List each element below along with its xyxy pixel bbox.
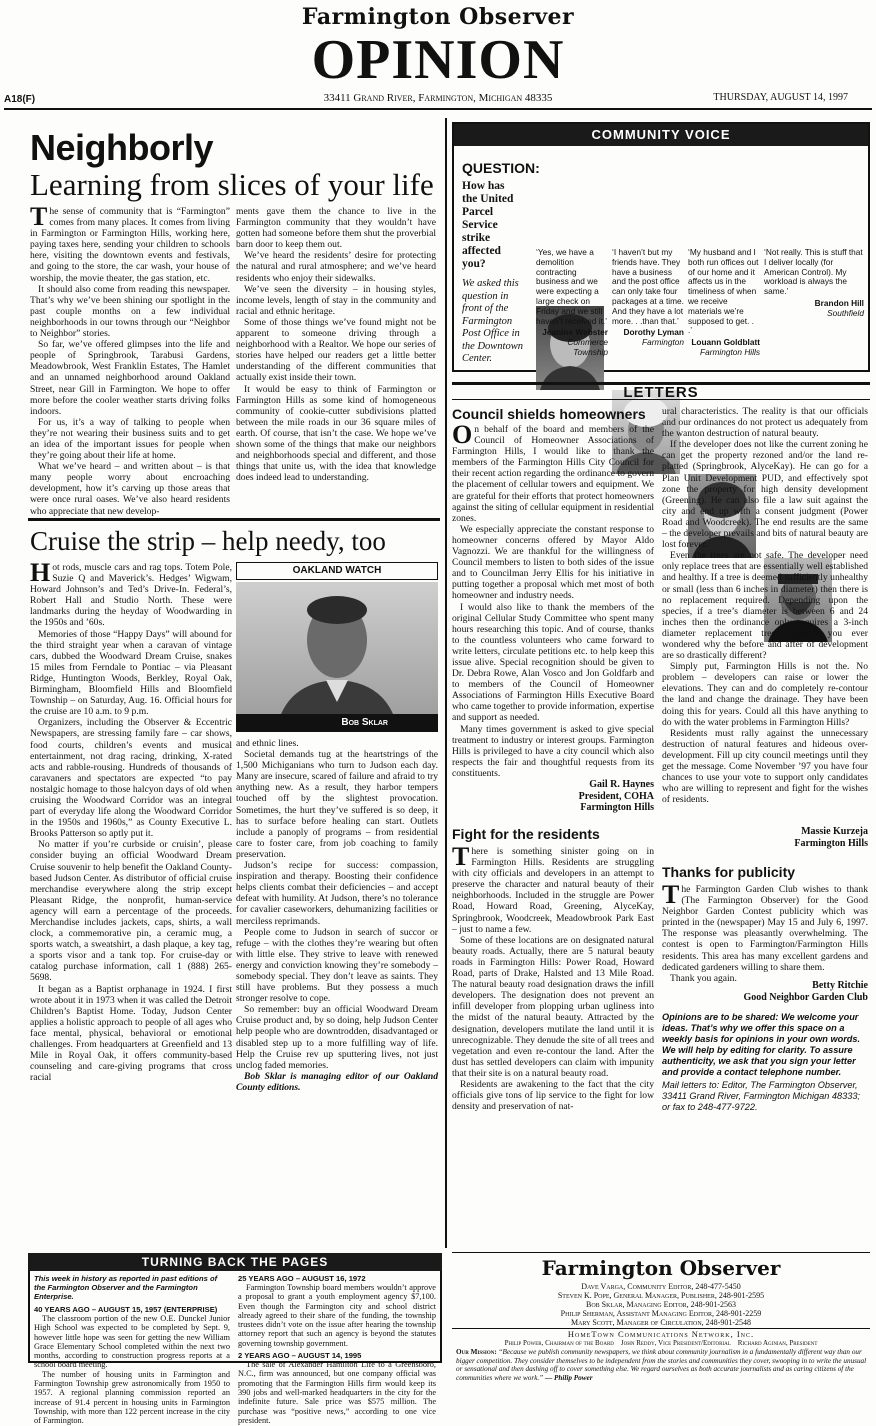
dropcap: T bbox=[30, 202, 48, 231]
editorial-headline: Learning from slices of your life bbox=[30, 167, 434, 202]
column-headline: Cruise the strip – help needy, too bbox=[30, 526, 386, 556]
signer-title: President, COHA bbox=[578, 790, 654, 802]
voice-header: COMMUNITY VOICE bbox=[454, 124, 868, 146]
editorial-para: For us, it’s a way of talking to people when they’re not wearing their business suits and to get an idea of the important issues for people when they’re going about their life at home. bbox=[30, 416, 230, 462]
byline: Bob Sklar bbox=[236, 714, 438, 732]
mission-statement bbox=[456, 1348, 868, 1382]
signer-place: Farmington Hills bbox=[580, 802, 654, 813]
staff-line: Steven K. Pope, General Manager, Publisher, 248-901-2595 bbox=[557, 1291, 765, 1300]
editorial-col-1 bbox=[30, 202, 230, 517]
staff-paper-name: Farmington Observer bbox=[541, 1256, 781, 1280]
paper-name: Farmington Observer bbox=[301, 4, 575, 30]
staff-line: Mary Scott, Manager of Circulation, 248-901-2548 bbox=[570, 1318, 751, 1327]
column-para: Organizers, including the Observer & Eccentric Newspapers, are stressing family fare – car shows, food courts, children’s events and musical entertainment, not drag racing, drinking, X-rated acts and rabble-rousing. Hundreds of thousands of caravaners and spectators are expected “to pay nostalgic homage to those halcyon days of old when cruising the Woodward Corridor was an integral part of everyday life along the Woodward Corridor in the 1950s and 1960s,” as County Executive L. Brooks Patterson so aptly put it. bbox=[30, 717, 232, 840]
signer-name: Massie Kurzeja bbox=[801, 826, 868, 837]
column-para: Memories of those “Happy Days” will abound for the third straight year when a caravan of vintage cars, dubbed the Woodward Dream Cruise, snakes 15 miles from Ferndale to Pontiac – via Pleasant Ridge, Huntington Woods, Berkley, Royal Oak, Birmingham, Bloomfield Hills and Bloomfield Township – on Saturday, Aug. 16. Official hours for the cruise are 10 a.m. to 9 p.m. bbox=[30, 628, 232, 718]
officers: Philip Power, Chairman of the Board John Reddy, Vice President/Editorial Richard Aginian, President bbox=[504, 1339, 818, 1347]
letter-para: n behalf of the board and members of the Council of Homeowner Associations of Farmington Hills, I would like to thank the members of the Farmington Hills City Council for their recent action regarding the ordinance to govern the placement of cellular towers and equipment. We are grateful for their efforts that protect homeowners against the siting of cellular equipment in residential zones. bbox=[452, 424, 655, 524]
turning-para: Farmington Township board members wouldn’t approve a proposal to grant a youth employment agency $7,100. Even though the Farmington city and school district already agreed to their share of the funding, the township trustees didn’t vote on the issue after hearing the township attorney report that such an agency is beyond the statutes governing township government. bbox=[238, 1283, 436, 1348]
editorial-para: What we’ve heard – and written about – is that many people worry about encroaching development, how it’s carving up those areas that were once rural oases. We’ve also heard residents who appreciate that new develop- bbox=[30, 461, 230, 517]
letter-signature bbox=[662, 980, 868, 1003]
editorial-para: It would be easy to think of Farmington or Farmington Hills as some kind of homogeneous community of cookie-cutter subdivisions platted between the mile roads in our 36 square miles of earth. Of course, that isn’t the case. We hope we’ve shown some of the things that make our neighbors and neighborhoods special and different, and those things that unite us, with the idea that knowledge does indeed lead to understanding. bbox=[236, 383, 436, 484]
column-para: and ethnic lines. bbox=[236, 738, 299, 749]
dropcap: O bbox=[452, 420, 473, 449]
quote-text: ‘My husband and I both run offices out of our home and it affects us in the timeliness of when we receive materials we’re supposed to get. . .’ bbox=[688, 247, 759, 336]
question-text: How has the United Parcel Service strike affected you? bbox=[462, 180, 514, 270]
column-para: Societal demands tug at the heartstrings of the 1,500 Michiganians who turn to Judson each day. Many are insecure, scared of failure and afraid to try anything new. As a result, they harbor tempers touched off by the slightest provocation. Sometimes, the hurt they’ve suffered is so deep, it has to surface before healing can start. Outlets include a panoply of programs – from residential care to foster care, from job coaching to family preservation. bbox=[236, 749, 438, 860]
editorial-para: It should also come from reading this newspaper. That’s why we’ve been shining our spotlight in the past couple months on a few individual neighborhoods in our towns through our “Neighbor to Neighbor” stories. bbox=[30, 283, 230, 340]
letter-para: Even the trees are not safe. The developer need only replace trees that are essentially well established and healthy. If a tree is deemed sufficiently unhealthy or small (less than 6 inches in diameter) then there is no replacement required. Depending upon the species, if a tree’s diameter is between 6 and 24 inches then the ordinance only requires a 3-inch diameter replacement tree. Haven’t you ever wondered why the before and after of development are so drastically different? bbox=[662, 550, 868, 662]
turning-subhead: 25 YEARS AGO – AUGUST 16, 1972 bbox=[238, 1274, 366, 1283]
respondent-name: Jeanine Webster bbox=[542, 327, 608, 338]
letter-para: Many times government is asked to give special treatment to industry or interest groups. Farmington Hills is privileged to have a city council which also respects the fair and thoughtful requests from its constituents. bbox=[452, 723, 654, 779]
letter-para: Residents must rally against the unnecessary destruction of natural features and hideous over-development. Fill up city council meetings until they get the message. Come November ’97 you have four chances to use your vote to support only candidates who are willing to represent and fight for the wishes of residents. bbox=[662, 727, 868, 806]
address: 33411 Grand River, Farmington, Michigan 48335 bbox=[323, 92, 553, 104]
signer-name: Gail R. Haynes bbox=[589, 779, 654, 790]
section-title: OPINION bbox=[311, 29, 565, 91]
editorial-para: ments gave them the chance to live in the Farmington community that they wouldn’t have gotten had someone before them shut the proverbial barn door to keep them out. bbox=[236, 206, 436, 251]
page-number: A18(F) bbox=[4, 94, 36, 105]
turning-para: The classroom portion of the new O.E. Dunckel Junior High School was expected to be completed by Sept. 9, however little hope was seen for getting the new William Grace Elementary School completed within the next two months, according to construction progress reports at a school board meeting. bbox=[34, 1314, 230, 1370]
column-tagline: Bob Sklar is managing editor of our Oakland County editions. bbox=[236, 1070, 438, 1093]
editorial-para: So far, we’ve offered glimpses into the life and people of Springbrook, Tarabusi Gardens, Meadowbrook, West Franklin Estates, The Hamlet and an unnamed neighborhood around Oakland Street, near Gill in Farmington. We hope to offer more before the cooler weather starts driving folks indoors. bbox=[30, 339, 230, 417]
letter-3-body bbox=[662, 880, 868, 984]
editorial-para: We’ve heard the residents’ desire for protecting the natural and rural atmosphere; and we’ve heard residents who enjoy their sidewalks. bbox=[236, 250, 436, 284]
editorial-col-2 bbox=[236, 206, 436, 511]
letter-headline: Thanks for publicity bbox=[662, 864, 796, 880]
letter-1-body bbox=[452, 420, 655, 813]
letter-2-body-col-2 bbox=[662, 406, 868, 826]
column-para: No matter if you’re curbside or cruisin’, please consider buying an official Woodward Dream Cruise souvenir to help benefit the Oakland County-based Judson Center. As distributor of official cruise merchandise everywhere along the strip except Pleasant Ridge, the nonprofit, human-service agency will earn a percentage of the proceeds. Merchandise includes jackets, caps, shirts, a wall clock, a commemorative pin, a ceramic mug, a sports watch, a sweatshirt, a dash plaque, a key tag, a sports visor and a tank top. For cruise-day or catalog purchase information, call 1 (888) 265-5698. bbox=[30, 839, 232, 984]
staff-rule bbox=[452, 1252, 870, 1253]
quote-text: ‘I haven’t but my friends have. They have a business and the post office can only take four packages at a time. And they have a lot more. . .than that.’ bbox=[612, 247, 684, 326]
letter-signature bbox=[452, 779, 654, 814]
column-col-1 bbox=[30, 558, 232, 1242]
question-context: We asked this question in front of the Farmington Post Office in the Downtown Center. bbox=[462, 278, 523, 364]
respondent-name: Brandon Hill bbox=[814, 297, 864, 308]
staff-list bbox=[452, 1282, 870, 1327]
column-para: Judson’s recipe for success: compassion, inspiration and therapy. Boosting their confidence helps clients combat their deficiencies – and accept defeat with humility. At Judson, there’s no tolerance for cavalier caseworkers, dehumanizing facilities or merciless reprimands. bbox=[236, 860, 438, 927]
column-para: ot rods, muscle cars and rag tops. Totem Pole, Suzie Q and Maverick’s. Hedges’ Wigwam, Howard Johnson’s and Ted’s Drive-In. Federal’s, Robert Hall and Studio North. These were landmarks during the heyday of Woodwarding in the 1950s and ’60s. bbox=[30, 562, 232, 629]
letter-headline: Fight for the residents bbox=[452, 826, 600, 842]
editorial-kicker: Neighborly bbox=[30, 127, 214, 168]
staff-line: Philip Sherman, Assistant Managing Editor, 248-901-2259 bbox=[560, 1309, 762, 1318]
respondent-place: Commerce Township bbox=[567, 337, 608, 357]
turning-subhead: 2 YEARS AGO – AUGUST 14, 1995 bbox=[238, 1351, 362, 1361]
column-para: It began as a Baptist orphanage in 1924. I first wrote about it in 1973 when it was called the Detroit Children’s Baptist Home. Today, Judson Center applies a holistic approach to people of all ages who face mental, physical, behavioral or emotional challenges. From headquarters at Greenfield and 13 Mile in Royal Oak, it offers community-based counseling and care-giving programs that cross racial bbox=[30, 983, 232, 1084]
dropcap: T bbox=[452, 842, 470, 871]
letter-para: If the developer does not like the current zoning he can get the property rezoned and/or the land re-platted (Springbrook, AlyceKay). He can go for a Plan Unit Development PUD, and effectively spot zone the property for high density development (Greening). He can also file a law suit against the city and end up with a consent judgment (Power Road and Woodcreek). The end results are the same – the developer prevails and bits of natural beauty are lost forever. bbox=[662, 439, 868, 551]
letter-signature bbox=[662, 826, 868, 849]
network-name: HomeTown Communications Network, Inc. bbox=[452, 1328, 870, 1339]
turning-subhead: 40 YEARS AGO – AUGUST 15, 1957 (ENTERPRISE) bbox=[34, 1305, 218, 1314]
mission-label: Our Mission: bbox=[456, 1348, 497, 1356]
letter-para: here is something sinister going on in Farmington Hills. Residents are struggling with city officials and developers in an attempt to preserve the character and natural beauty of their neighborhoods. Included in the struggle are Power Road, Howard Road, Greening, AlyceKay, Springbrook, Woodcreek, Meadowbrook Park East – just to name a few. bbox=[452, 846, 654, 935]
letter-para: he Farmington Garden Club wishes to thank (The Farmington Observer) for the Good Neighbor Garden Contest publicity which was printed in the (newspaper) May 15 and July 6, 1997. The response was pleasantly overwhelming. The contest is open to Farmington/Farmington Hills residents. This area has many excellent gardens and dedicated gardeners willing to share them. bbox=[662, 884, 868, 973]
letter-para: Some of these locations are on designated natural beauty roads. Actually, there are 5 natural beauty roads in Farmington Hills: Power Road, Howard Road, parts of Drake, Halsted and 13 Mile Road. The natural beauty road designation draws the infill developers. The designation does not prevent an infill developer from plopping urban ugliness into the midst of the natural beauty. Attracted by the designation, developers mutilate the land until it is unrecognizable. They denude the site of all trees and vegetation and even re-contour the land. After the dust has settled developers can claim with impunity that their site is on a natural beauty road. bbox=[452, 934, 655, 1079]
editorial-para: We’ve seen the diversity – in housing styles, income levels, length of stay in the community and racial and ethnic heritage. bbox=[236, 283, 436, 317]
letter-para: I would also like to thank the members of the original Cellular Study Committee who spent many hours researching this topic. And of course, thanks to the countless volunteers who came forward to write letters, circulate petitions etc. to help keep this issue alive. Special recognition should be given to Dr. Debra Rowe, Alan Vosco and Jon Goldfarb and to members of the Council of Homeowner Associations of Farmington Hills Executive Board who came together to provide information, expertise and support as needed. bbox=[452, 601, 654, 724]
column-para: People come to Judson in search of succor or refuge – with the clothes they’re wearing but often with little else. They strive to leave with renewed energy and conviction knowing they’re somebody – somebody special. They don’t leave as saints. They still have problems. But they possess a much stronger resolve to cope. bbox=[236, 926, 438, 1005]
turning-para: The sale of Alexander Hamilton Life to a Greensboro, N.C., firm was announced, but one company official was promoting that the Farmington Hills firm would keep its 390 jobs and well-marked headquarters in the city for the indefinite future. Sale price was $575 million. The purchase was “positive news,” according to one vice president. bbox=[238, 1360, 436, 1425]
portrait-image bbox=[236, 582, 438, 730]
columnist-photo bbox=[236, 582, 438, 730]
letter-para: Thank you again. bbox=[670, 972, 737, 984]
column-divider bbox=[445, 118, 447, 1248]
signer-group: Good Neighbor Garden Club bbox=[743, 991, 868, 1003]
letter-headline: Council shields homeowners bbox=[452, 406, 646, 422]
turning-col-1 bbox=[34, 1274, 230, 1426]
respondent-place: Southfield bbox=[827, 307, 864, 318]
editorial-para: Some of those things we’ve found might not be apparent to someone driving through a neighborhood with a Realtor. We hope our series of stories have helped our readers get a little better understanding of the different communities that actually exist inside their town. bbox=[236, 316, 436, 384]
turning-header: TURNING BACK THE PAGES bbox=[28, 1253, 442, 1271]
dropcap: T bbox=[662, 880, 680, 909]
letter-para: Simply put, Farmington Hills is not the. No problem – developers can raise or lower the elevations. They can and do completely re-contour the land and change the drainage. They have been doing this for years. Could all this have anything to do with the water problems in Farmington Hills? bbox=[662, 661, 868, 728]
issue-date: THURSDAY, AUGUST 14, 1997 bbox=[713, 92, 848, 103]
letters-policy bbox=[662, 1012, 868, 1112]
respondent-place: Farmington Hills bbox=[700, 346, 760, 357]
turning-para: The number of housing units in Farmington and Farmington Township grew astronomically from 1950 to 1957. A regional planning commission reported an increase of 91.4 percent in housing units in Farmington Township, with more than 122 percent increase in the city of Farmington. bbox=[34, 1369, 230, 1426]
letter-para: ural characteristics. The reality is that our officials and our ordinances do not protect us adequately from the wanton destruction of natural beauty. bbox=[662, 406, 868, 440]
respondent-name: Louann Goldblatt bbox=[691, 337, 760, 348]
respondent-quote-4 bbox=[764, 248, 864, 319]
mail-instructions: Mail letters to: Editor, The Farmington Observer, 33411 Grand River, Farmington Michigan 48333; or fax to 248-477-9722. bbox=[662, 1080, 860, 1112]
turning-col-2 bbox=[238, 1274, 436, 1425]
column-para: So remember: buy an official Woodward Dream Cruise product and, by so doing, help Judson Center help people who are downtrodden, disadvantaged or disabled step up to a more fulfilling way of life. Help the Cruise rev up sputtering lives, not just unclog faded memories. bbox=[236, 1004, 438, 1071]
turning-intro: This week in history as reported in past editions of the Farmington Observer and the Farmington Enterprise. bbox=[34, 1274, 218, 1301]
masthead-rule bbox=[4, 108, 872, 110]
editorial-para: he sense of community that is “Farmington” comes from many places. It comes from living in Farmington or Farmington Hills, working here, paying taxes here, sending your children to schools here, visiting the downtown events and festivals, and going to the store, the car wash, your house of worship, the movie theater, the gas station, etc. bbox=[30, 206, 230, 284]
signer-place: Farmington Hills bbox=[794, 837, 868, 849]
respondent-place: Farmington bbox=[642, 337, 684, 348]
dropcap: H bbox=[30, 558, 51, 587]
quote-text: ‘Yes, we have a demolition contracting business and we were expecting a large check on Friday and we still haven’t received it.’ bbox=[536, 247, 608, 326]
respondent-quote-1 bbox=[536, 248, 608, 358]
mission-signature: — Philip Power bbox=[544, 1373, 593, 1382]
staff-line: Bob Sklar, Managing Editor, 248-901-2563 bbox=[586, 1300, 736, 1309]
mission-text: “Because we publish community newspapers, we think about community journalism in a fundamentally different way than our bigger competition. They consider themselves to be independent from the stories and communities they cover, swooping in to write the unusual or sensational and then dashing off to cover something else. We regard ourselves as both accurate journalists and as caring citizens of the communities where we work.” bbox=[456, 1348, 867, 1382]
letter-para: Residents are awakening to the fact that the city officials give tons of lip service to the fight for low density and preservation of nat- bbox=[452, 1078, 654, 1113]
section-rule bbox=[28, 518, 440, 521]
staff-line: Dave Varga, Community Editor, 248-477-5450 bbox=[581, 1282, 741, 1291]
column-label: OAKLAND WATCH bbox=[236, 562, 438, 580]
column-col-2 bbox=[236, 738, 438, 1243]
respondent-quote-3 bbox=[688, 248, 760, 358]
quote-text: ‘Not really. This is stuff that I deliver locally (for American Control). My workload is always the same.’ bbox=[764, 247, 863, 297]
respondent-name: Dorothy Lyman bbox=[623, 327, 684, 338]
respondent-quote-2 bbox=[612, 248, 684, 348]
letters-header: LETTERS bbox=[452, 382, 870, 400]
signer-name: Betty Ritchie bbox=[812, 980, 868, 991]
letter-2-body-col-1 bbox=[452, 842, 655, 1246]
question-label: QUESTION: bbox=[462, 160, 540, 176]
letter-para: We especially appreciate the constant response to homeowner concerns offered by Mayor Aldo Vagnozzi. We are thankful for the willingness of Council members to listen to both sides of the issue and to Councilman Jerry Ellis for his initiative in putting together a proposal which met most of both homeowner and industry needs. bbox=[452, 523, 654, 602]
policy-text: Opinions are to be shared: We welcome your ideas. That’s why we offer this space on a weekly basis for opinions in your own words. We will help by editing for clarity. To assure authenticity, we ask that you sign your letter and provide a contact telephone number. bbox=[662, 1012, 861, 1077]
